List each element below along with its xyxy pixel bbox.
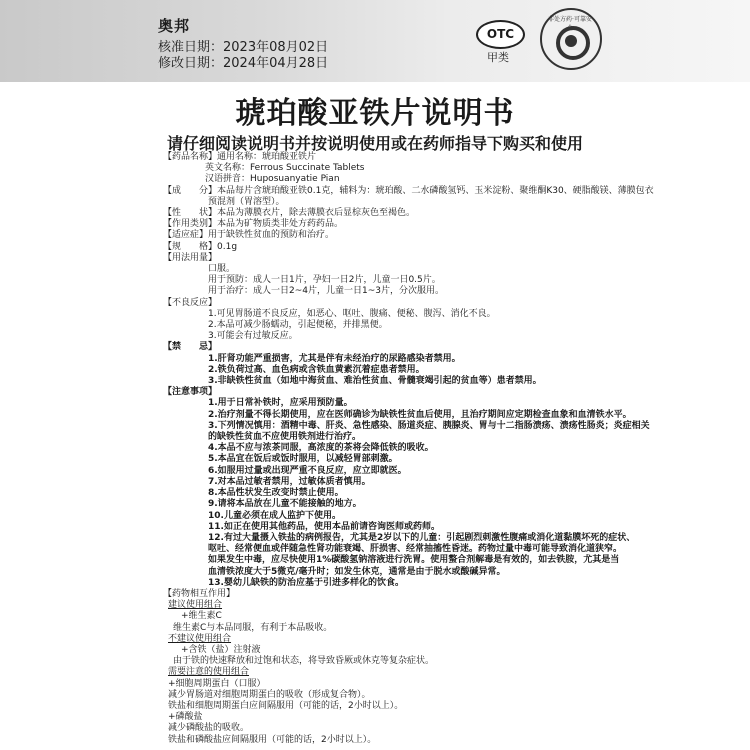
brand-logo: 奥邦 — [158, 17, 191, 35]
caution-line-5: 5.本品宜在饭后或饭时服用，以减轻胃部刺激。 — [208, 454, 398, 465]
caution-line-10: 10.儿童必须在成人监护下使用。 — [208, 510, 341, 521]
date-block — [158, 40, 328, 72]
caution-line-12a: 12.有过大量摄入铁盐的病例报告，尤其是2岁以下的儿童：引起剧烈刺激性腹痛或消化道黏膜坏死的症状、 — [208, 532, 636, 543]
caution-line-4: 4.本品不应与浓茶同服，高浓度的茶将会降低铁的吸收。 — [208, 443, 434, 454]
seal-dot — [565, 35, 577, 47]
caution-line-8: 8.本品性状发生改变时禁止使用。 — [208, 488, 344, 499]
interaction-rec-head: 建议使用组合 — [168, 600, 223, 611]
adverse-line-2: 2.本品可减少肠蠕动，引起便秘，并排黑便。 — [208, 320, 388, 331]
name-line-2: 英文名称：Ferrous Succinate Tablets — [205, 163, 365, 174]
contra-line-3: 3.非缺铁性贫血（如地中海贫血、难治性贫血、骨髓衰竭引起的贫血等）患者禁用。 — [208, 376, 542, 387]
interaction-rec-desc: 维生素C与本品同服，有利于本品吸收。 — [173, 622, 333, 633]
caution-line-9: 9.请将本品放在儿童不能接触的地方。 — [208, 499, 362, 510]
usage-heading: 【用法用量】 — [163, 252, 218, 263]
interaction-attn-item2: +磷酸盐 — [168, 712, 203, 723]
interaction-heading: 【药物相互作用】 — [163, 588, 236, 599]
caution-line-6: 6.如服用过量或出现严重不良反应，应立即就医。 — [208, 465, 407, 476]
otc-badge: OTC — [476, 20, 525, 49]
contra-line-2: 2.铁负荷过高、血色病或含铁血黄素沉着症患者禁用。 — [208, 364, 425, 375]
header-band — [0, 0, 750, 82]
composition-line-1: 【成 分】本品每片含琥珀酸亚铁0.1克，辅料为：琥珀酸、二水磷酸氢钙、玉米淀粉、聚维酮K30、硬脂酸镁、薄膜包衣 — [163, 185, 654, 196]
category-line: 【作用类别】本品为矿物质类非处方药药品。 — [163, 219, 344, 230]
caution-line-12c: 如果发生中毒，应尽快使用1%碳酸氢钠溶液进行洗胃。使用螯合剂解毒是有效的，如去铁胺，尤其是当 — [208, 555, 620, 566]
caution-heading: 【注意事项】 — [163, 387, 218, 398]
caution-line-3b: 的缺铁性贫血不应使用铁剂进行治疗。 — [208, 432, 362, 443]
usage-line-2: 用于预防：成人一日1片，孕妇一日2片，儿童一日0.5片。 — [208, 275, 441, 286]
caution-line-3: 3.下列情况慎用：酒精中毒、肝炎、急性感染、肠道炎症、胰腺炎、胃与十二指肠溃疡、溃疡性肠炎；炎症相关 — [208, 420, 650, 431]
adverse-heading: 【不良反应】 — [163, 297, 218, 308]
interaction-norec-item: +含铁（盐）注射液 — [181, 644, 261, 655]
caution-line-1: 1.用于日常补铁时，应采用预防量。 — [208, 398, 353, 409]
character-line: 【性 状】本品为薄膜衣片，除去薄膜衣后显棕灰色至褐色。 — [163, 208, 416, 219]
indication-line: 【适应症】用于缺铁性贫血的预防和治疗。 — [163, 230, 335, 241]
interaction-attn-head: 需要注意的使用组合 — [168, 667, 250, 678]
interaction-attn-desc2b: 铁盐和磷酸盐应间隔服用（可能的话，2小时以上）。 — [168, 734, 377, 745]
contra-line-1: 1.肝肾功能严重损害，尤其是伴有未经治疗的尿路感染者禁用。 — [208, 353, 461, 364]
spec-line: 【规 格】0.1g — [163, 241, 238, 252]
adverse-line-3: 3.可能会有过敏反应。 — [208, 331, 298, 342]
revision-date: 修改日期：2024年04月28日 — [158, 56, 329, 71]
interaction-attn-desc1a: 减少胃肠道对细胞周期蛋白的吸收（形成复合物）。 — [168, 689, 371, 700]
otc-seal-icon — [540, 8, 602, 70]
caution-line-12d: 血清铁浓度大于5微克/毫升时；如发生休克，通常是由于脱水或酸碱异常。 — [208, 566, 506, 577]
caution-line-13: 13.婴幼儿缺铁的防治应基于引进多样化的饮食。 — [208, 577, 404, 588]
interaction-attn-desc1b: 铁盐和细胞周期蛋白应间隔服用（可能的话，2小时以上）。 — [168, 700, 404, 711]
approval-date: 核准日期：2023年08月02日 — [158, 40, 329, 55]
interaction-attn-item1: +细胞周期蛋白（口服） — [168, 678, 266, 689]
interaction-norec-head: 不建议使用组合 — [168, 633, 232, 644]
caution-line-11: 11.如正在使用其他药品，使用本品前请咨询医师或药师。 — [208, 521, 440, 532]
interaction-rec-item: +维生素C — [181, 611, 222, 622]
name-line-1: 【药品名称】通用名称：琥珀酸亚铁片 — [163, 152, 317, 162]
adverse-line-1: 1.可见胃肠道不良反应，如恶心、呕吐、腹痛、便秘、腹泻、消化不良。 — [208, 308, 496, 319]
seal-text: 非处方药·可靠安全 — [548, 16, 592, 32]
usage-line-3: 用于治疗：成人一日2~4片，儿童一日1~3片，分次服用。 — [208, 286, 444, 297]
contra-heading: 【禁 忌】 — [163, 342, 218, 353]
otc-class-label: 甲类 — [487, 51, 509, 64]
document-subtitle: 请仔细阅读说明书并按说明使用或在药师指导下购买和使用 — [166, 134, 583, 153]
leaflet-body — [163, 152, 654, 746]
name-line-3: 汉语拼音：Huposuanyatie Pian — [205, 174, 340, 185]
caution-line-2: 2.治疗剂量不得长期使用，应在医师确诊为缺铁性贫血后使用，且治疗期间应定期检查血象和血清铁水平。 — [208, 409, 632, 420]
usage-line-1: 口服。 — [208, 264, 236, 275]
document-title: 琥珀酸亚铁片说明书 — [235, 96, 515, 131]
composition-line-2: 预混剂（胃溶型）。 — [208, 196, 285, 207]
interaction-norec-desc: 由于铁的快速释放和过饱和状态，将导致昏厥或休克等复杂症状。 — [173, 656, 435, 667]
caution-line-7: 7.对本品过敏者禁用，过敏体质者慎用。 — [208, 476, 371, 487]
interaction-attn-desc2a: 减少磷酸盐的吸收。 — [168, 723, 250, 734]
caution-line-12b: 呕吐、经常便血或伴随急性肾功能衰竭、肝损害、经常抽搐性昏迷。药物过量中毒可能导致消化道狭窄。 — [208, 544, 623, 555]
